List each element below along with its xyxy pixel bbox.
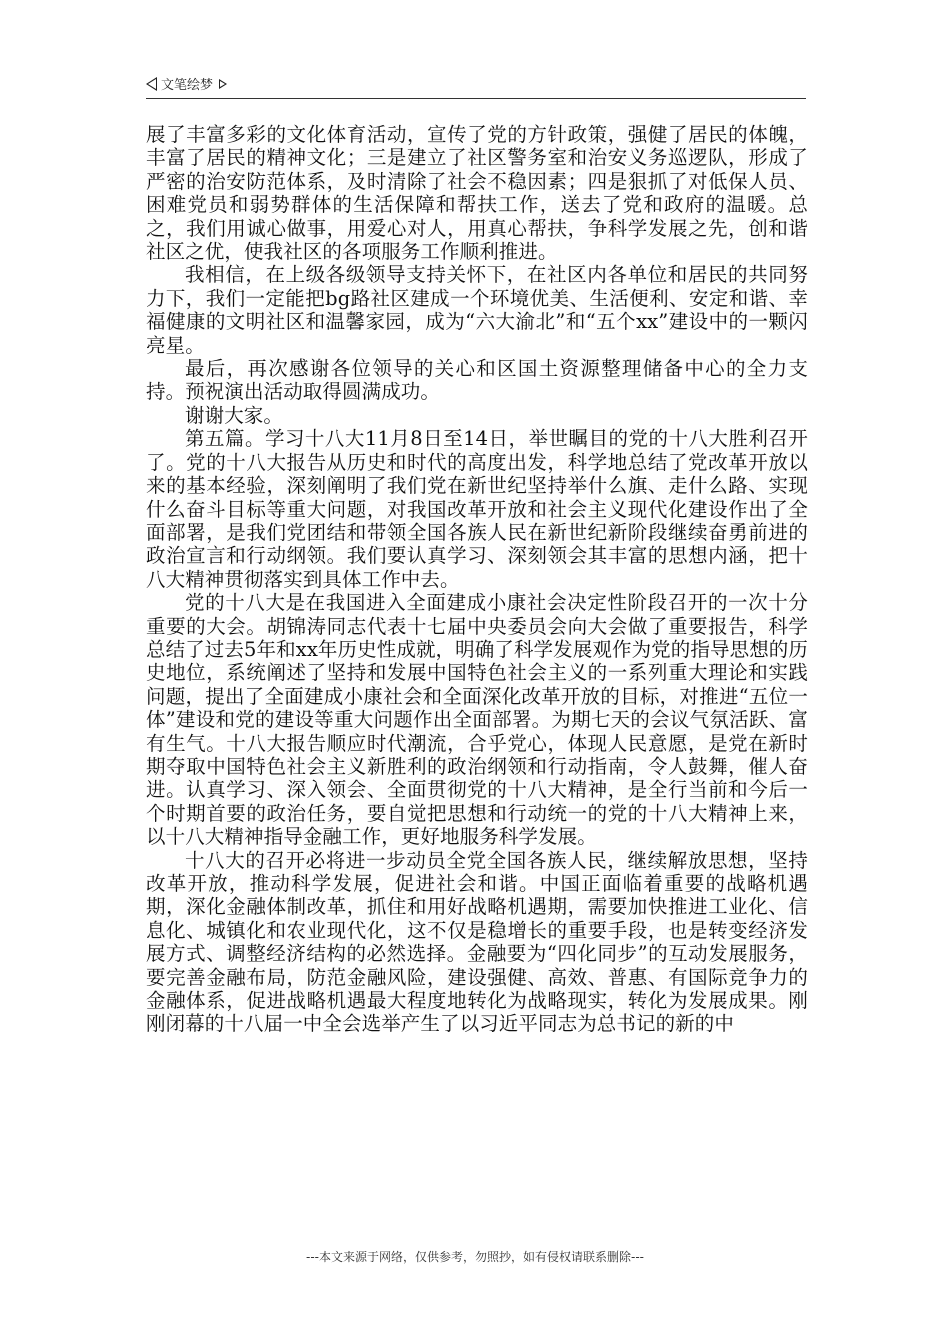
paragraph: 我相信，在上级各级领导支持关怀下，在社区内各单位和居民的共同努力下，我们一定能把bg路社区建成一个环境优美、生活便利、安定和谐、幸福健康的文明社区和温馨家园，成为“六大渝北”和“五个xx”建设中的一颗闪亮星。 <box>146 263 808 357</box>
triangle-right-icon <box>219 79 227 89</box>
header-title: 文笔绘梦 <box>161 78 214 93</box>
triangle-left-icon <box>146 77 157 91</box>
page-footer: ---本文来源于网络，仅供参考，勿照抄，如有侵权请联系删除--- <box>306 1250 644 1264</box>
header-brand <box>146 74 227 93</box>
paragraph: 十八大的召开必将进一步动员全党全国各族人民，继续解放思想，坚持改革开放，推动科学发展，促进社会和谐。中国正面临着重要的战略机遇期，深化金融体制改革，抓住和用好战略机遇期，需要加快推进工业化、信息化、城镇化和农业现代化，这不仅是稳增长的重要手段，也是转变经济发展方式、调整经济结构的必然选择。金融要为“四化同步”的互动发展服务，要完善金融布局，防范金融风险，建设强健、高效、普惠、有国际竞争力的金融体系，促进战略机遇最大程度地转化为战略现实，转化为发展成果。刚刚闭幕的十八届一中全会选举产生了以习近平同志为总书记的新的中 <box>146 848 808 1036</box>
page-header <box>146 72 806 99</box>
paragraph: 党的十八大是在我国进入全面建成小康社会决定性阶段召开的一次十分重要的大会。胡锦涛同志代表十七届中央委员会向大会做了重要报告，科学总结了过去5年和xx年历史性成就，明确了科学发展观作为党的指导思想的历史地位，系统阐述了坚持和发展中国特色社会主义的一系列重大理论和实践问题，提出了全面建成小康社会和全面深化改革开放的目标，对推进“五位一体”建设和党的建设等重大问题作出全面部署。为期七天的会议气氛活跃、富有生气。十八大报告顺应时代潮流，合乎党心，体现人民意愿，是党在新时期夺取中国特色社会主义新胜利的政治纲领和行动指南，令人鼓舞，催人奋进。认真学习、深入领会、全面贯彻党的十八大精神，是全行当前和今后一个时期首要的政治任务，要自觉把思想和行动统一的党的十八大精神上来，以十八大精神指导金融工作，更好地服务科学发展。 <box>146 591 808 849</box>
paragraph: 第五篇。学习十八大11月8日至14日，举世瞩目的党的十八大胜利召开了。党的十八大报告从历史和时代的高度出发，科学地总结了党改革开放以来的基本经验，深刻阐明了我们党在新世纪坚持举什么旗、走什么路、实现什么奋斗目标等重大问题，对我国改革开放和社会主义现代化建设作出了全面部署，是我们党团结和带领全国各族人民在新世纪新阶段继续奋勇前进的政治宣言和行动纲领。我们要认真学习、深刻领会其丰富的思想内涵，把十八大精神贯彻落实到具体工作中去。 <box>146 427 808 591</box>
document-body <box>146 123 808 1036</box>
paragraph-continuation: 展了丰富多彩的文化体育活动，宣传了党的方针政策，强健了居民的体魄，丰富了居民的精神文化；三是建立了社区警务室和治安义务巡逻队，形成了严密的治安防范体系，及时清除了社会不稳因素；四是狠抓了对低保人员、困难党员和弱势群体的生活保障和帮扶工作，送去了党和政府的温暖。总之，我们用诚心做事，用爱心对人，用真心帮扶，争科学发展之先，创和谐社区之优，使我社区的各项服务工作顺利推进。 <box>146 123 808 264</box>
paragraph: 谢谢大家。 <box>185 403 284 427</box>
paragraph: 最后，再次感谢各位领导的关心和区国土资源整理储备中心的全力支持。预祝演出活动取得圆满成功。 <box>146 357 808 404</box>
